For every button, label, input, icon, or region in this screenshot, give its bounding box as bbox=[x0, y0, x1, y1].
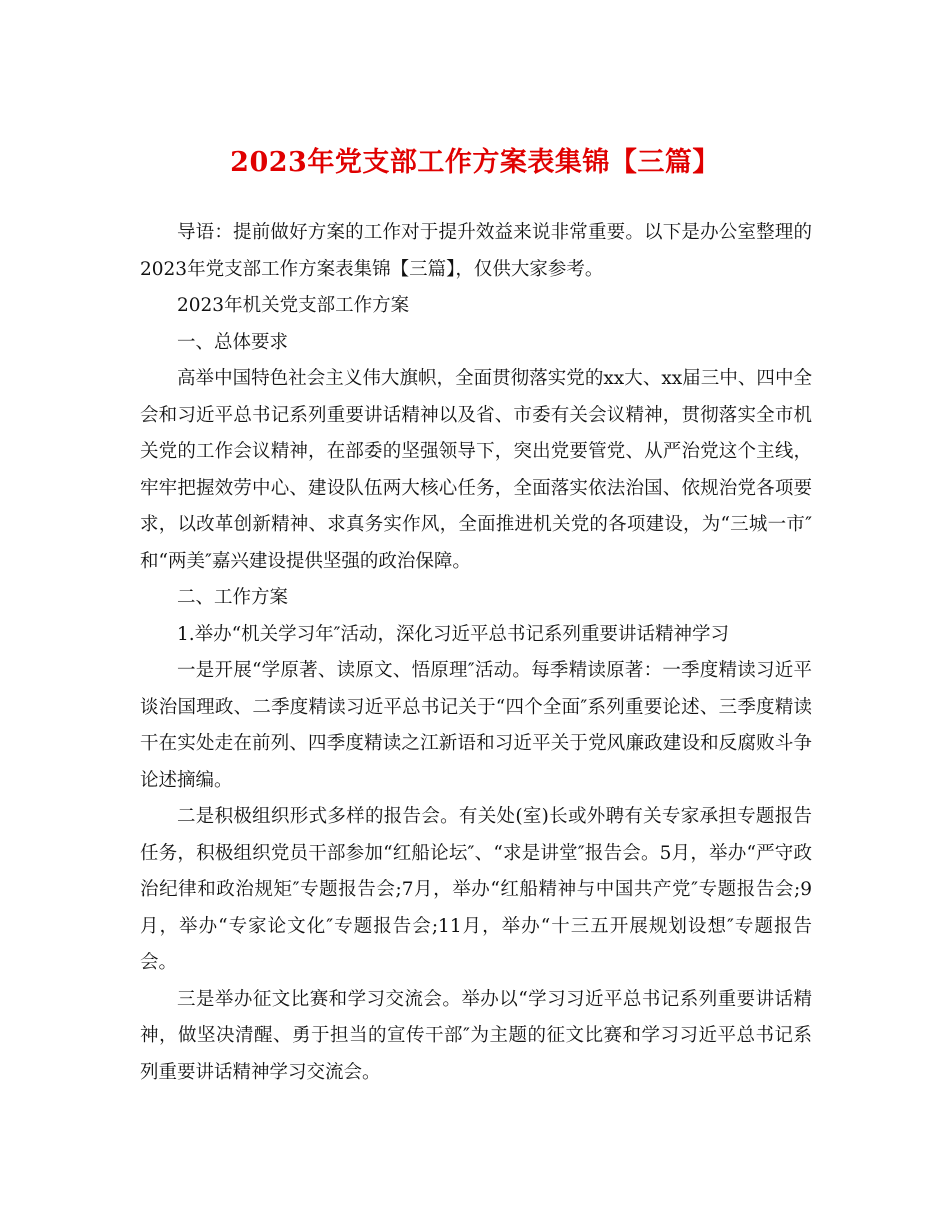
paragraph-item-1-first: 一是开展“学原著、读原文、悟原理″活动。每季精读原著：一季度精读习近平谈治国理政、二季度精读习近平总书记关于“四个全面″系列重要论述、三季度精读干在实处走在前列、四季度精读之江新语和习近平关于党风廉政建设和反腐败斗争论述摘编。 bbox=[140, 660, 812, 791]
paragraph-item-1: 1.举办“机关学习年″活动，深化习近平总书记系列重要讲话精神学习 bbox=[177, 623, 730, 645]
paragraph-intro: 导语：提前做好方案的工作对于提升效益来说非常重要。以下是办公室整理的2023年党支部工作方案表集锦【三篇】，仅供大家参考。 bbox=[140, 222, 812, 280]
paragraph-general-requirements: 高举中国特色社会主义伟大旗帜，全面贯彻落实党的xx大、xx届三中、四中全会和习近平总书记系列重要讲话精神以及省、市委有关会议精神，贯彻落实全市机关党的工作会议精神，在部委的坚强领导下，突出党要管党、从严治党这个主线，牢牢把握效劳中心、建设队伍两大核心任务，全面落实依法治国、依规治党各项要求，以改革创新精神、求真务实作风，全面推进机关党的各项建设，为“三城一市″和“两美″嘉兴建设提供坚强的政治保障。 bbox=[140, 368, 812, 572]
paragraph-item-1-second: 二是积极组织形式多样的报告会。有关处(室)长或外聘有关专家承担专题报告任务，积极组织党员干部参加“红船论坛″、“求是讲堂″报告会。5月，举办“严守政治纪律和政治规矩″专题报告会;7月，举办“红船精神与中国共产党″专题报告会;9月，举办“专家论文化″专题报告会;11月，举办“十三五开展规划设想″专题报告会。 bbox=[140, 806, 812, 973]
document-title: 2023年党支部工作方案表集锦【三篇】 bbox=[230, 147, 720, 178]
paragraph-heading-work-plan: 二、工作方案 bbox=[177, 587, 289, 608]
paragraph-heading-general-requirements: 一、总体要求 bbox=[177, 331, 289, 353]
document-body bbox=[140, 215, 812, 1091]
paragraph-section-title: 2023年机关党支部工作方案 bbox=[177, 295, 410, 316]
paragraph-item-1-third: 三是举办征文比赛和学习交流会。举办以“学习习近平总书记系列重要讲话精神，做坚决清醒、勇于担当的宣传干部″为主题的征文比赛和学习习近平总书记系列重要讲话精神学习交流会。 bbox=[140, 988, 812, 1083]
